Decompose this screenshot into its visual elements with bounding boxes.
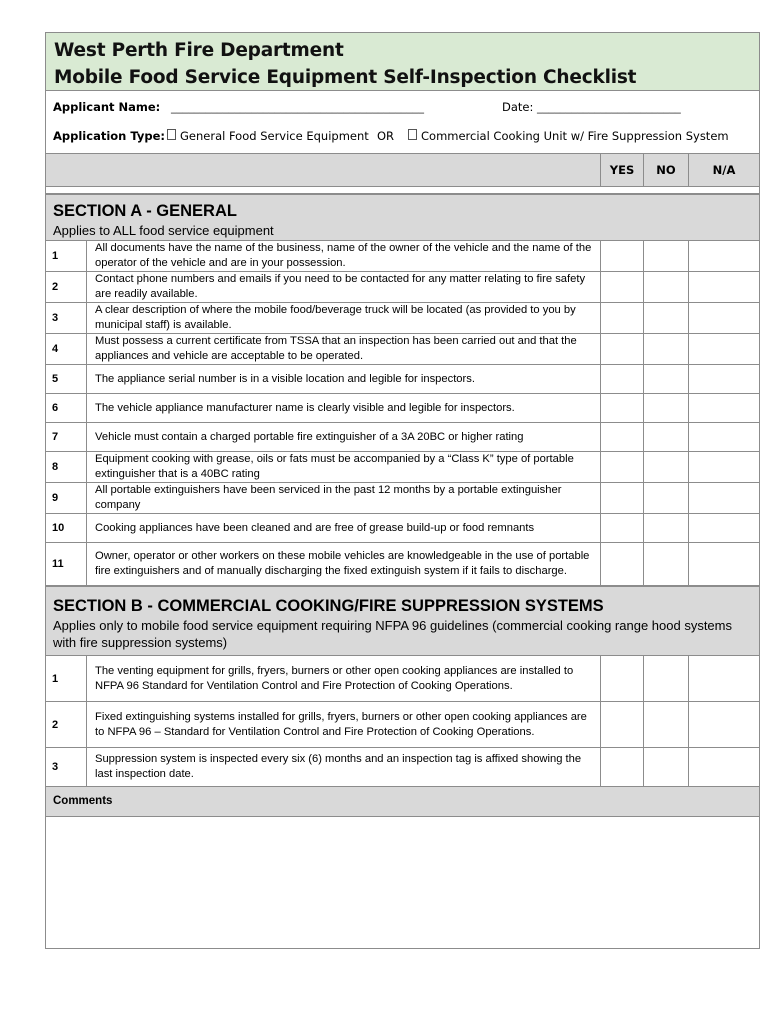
yes-checkbox[interactable]: [600, 394, 643, 422]
na-checkbox[interactable]: [688, 748, 759, 786]
item-text: Contact phone numbers and emails if you need to be contacted for any matter relating to fire safety are readily available.: [95, 273, 586, 300]
na-checkbox[interactable]: [688, 543, 759, 585]
item-number: 11: [46, 543, 87, 585]
checkbox-general[interactable]: [167, 129, 176, 140]
na-checkbox[interactable]: [688, 656, 759, 701]
na-checkbox[interactable]: [688, 452, 759, 482]
no-checkbox[interactable]: [643, 303, 688, 333]
yes-checkbox[interactable]: [600, 272, 643, 302]
no-checkbox[interactable]: [643, 748, 688, 786]
section-b-subtitle: Applies only to mobile food service equipment requiring NFPA 96 guidelines (commercial cooking range hood systems with fire suppression systems): [53, 618, 732, 650]
item-text: The vehicle appliance manufacturer name is clearly visible and legible for inspectors.: [95, 401, 515, 414]
title-line-1: West Perth Fire Department: [54, 40, 344, 61]
na-header: N/A: [688, 154, 759, 186]
table-row: [46, 241, 759, 272]
item-number: 2: [46, 702, 87, 747]
item-number: 1: [46, 656, 87, 701]
item-text: Must possess a current certificate from TSSA that an inspection has been carried out and that the appliances and vehicle are acceptable to be operated.: [95, 335, 577, 362]
table-row: [46, 365, 759, 394]
comments-label: Comments: [53, 795, 113, 807]
item-text: Equipment cooking with grease, oils or fats must be accompanied by a “Class K” type of portable extinguisher that is a 40BC rating: [95, 453, 574, 480]
no-checkbox[interactable]: [643, 423, 688, 451]
no-checkbox[interactable]: [643, 334, 688, 364]
table-row: [46, 656, 759, 702]
table-row: [46, 303, 759, 334]
yes-checkbox[interactable]: [600, 365, 643, 393]
yes-checkbox[interactable]: [600, 702, 643, 747]
yes-checkbox[interactable]: [600, 483, 643, 513]
table-row: [46, 334, 759, 365]
section-a-title: SECTION A - GENERAL: [53, 202, 237, 220]
na-checkbox[interactable]: [688, 241, 759, 271]
yes-checkbox[interactable]: [600, 303, 643, 333]
applicant-name-label: Applicant Name:: [53, 100, 161, 114]
item-text: The venting equipment for grills, fryers, burners or other open cooking appliances are installed to NFPA 96 Standard for Ventilation Control and Fire Protection of Cooking Operations.: [95, 664, 574, 692]
date-field[interactable]: _________________________: [537, 100, 681, 114]
option-commercial-label: Commercial Cooking Unit w/ Fire Suppression System: [421, 129, 729, 143]
table-row: [46, 514, 759, 543]
item-number: 3: [46, 748, 87, 786]
no-checkbox[interactable]: [643, 656, 688, 701]
item-number: 6: [46, 394, 87, 422]
item-text: Cooking appliances have been cleaned and are free of grease build-up or food remnants: [95, 521, 535, 534]
yes-checkbox[interactable]: [600, 241, 643, 271]
item-text: A clear description of where the mobile food/beverage truck will be located (as provided to you by municipal staff) is available.: [95, 304, 576, 331]
option-general-label: General Food Service Equipment: [180, 129, 369, 143]
item-text: Suppression system is inspected every six (6) months and an inspection tag is affixed showing the last inspection date.: [95, 753, 582, 780]
na-checkbox[interactable]: [688, 423, 759, 451]
no-checkbox[interactable]: [643, 365, 688, 393]
no-checkbox[interactable]: [643, 483, 688, 513]
date-label: Date:: [502, 100, 534, 114]
section-b-title: SECTION B - COMMERCIAL COOKING/FIRE SUPPRESSION SYSTEMS: [53, 597, 604, 615]
item-number: 9: [46, 483, 87, 513]
yes-checkbox[interactable]: [600, 656, 643, 701]
na-checkbox[interactable]: [688, 272, 759, 302]
table-row: [46, 452, 759, 483]
item-text: Vehicle must contain a charged portable fire extinguisher of a 3A 20BC or higher rating: [95, 430, 524, 443]
comments-header: [46, 787, 759, 817]
item-number: 4: [46, 334, 87, 364]
yes-checkbox[interactable]: [600, 334, 643, 364]
table-row: [46, 748, 759, 787]
yes-checkbox[interactable]: [600, 452, 643, 482]
na-checkbox[interactable]: [688, 394, 759, 422]
yes-checkbox[interactable]: [600, 543, 643, 585]
or-label: OR: [377, 129, 395, 143]
title-line-2: Mobile Food Service Equipment Self-Inspection Checklist: [54, 67, 637, 88]
yes-checkbox[interactable]: [600, 514, 643, 542]
item-number: 7: [46, 423, 87, 451]
na-checkbox[interactable]: [688, 483, 759, 513]
title-block: [46, 33, 759, 91]
item-text: All documents have the name of the business, name of the owner of the vehicle and the name of the operator of the vehicle and are in your possession.: [95, 242, 592, 269]
table-row: [46, 423, 759, 452]
section-b-header: [46, 586, 759, 656]
applicant-name-field[interactable]: ____________________________________________: [171, 100, 424, 114]
no-checkbox[interactable]: [643, 241, 688, 271]
column-header-band: [46, 153, 759, 187]
no-checkbox[interactable]: [643, 272, 688, 302]
na-checkbox[interactable]: [688, 303, 759, 333]
no-checkbox[interactable]: [643, 514, 688, 542]
checkbox-commercial[interactable]: [408, 129, 417, 140]
table-row: [46, 394, 759, 423]
application-type-label: Application Type:: [53, 129, 165, 143]
item-number: 10: [46, 514, 87, 542]
item-text: The appliance serial number is in a visible location and legible for inspectors.: [95, 372, 475, 385]
table-row: [46, 483, 759, 514]
item-number: 8: [46, 452, 87, 482]
section-a-header: [46, 194, 759, 241]
no-checkbox[interactable]: [643, 543, 688, 585]
no-header: NO: [643, 154, 688, 186]
na-checkbox[interactable]: [688, 514, 759, 542]
item-text: Owner, operator or other workers on these mobile vehicles are knowledgeable in the use of portable fire extinguishers and of manually discharging the fixed extinguish system if it fails to discharge.: [95, 550, 590, 577]
item-number: 2: [46, 272, 87, 302]
item-text: All portable extinguishers have been serviced in the past 12 months by a portable extinguisher company: [95, 484, 562, 511]
table-row: [46, 272, 759, 303]
comments-area[interactable]: [46, 817, 759, 948]
section-a-subtitle: Applies to ALL food service equipment: [53, 223, 274, 238]
yes-header: YES: [600, 154, 643, 186]
yes-checkbox[interactable]: [600, 423, 643, 451]
yes-checkbox[interactable]: [600, 748, 643, 786]
na-checkbox[interactable]: [688, 702, 759, 747]
na-checkbox[interactable]: [688, 334, 759, 364]
inspection-form: [45, 32, 760, 949]
na-checkbox[interactable]: [688, 365, 759, 393]
item-number: 1: [46, 241, 87, 271]
spacer-row: [46, 187, 759, 194]
no-checkbox[interactable]: [643, 394, 688, 422]
no-checkbox[interactable]: [643, 702, 688, 747]
item-text: Fixed extinguishing systems installed for grills, fryers, burners or other open cooking appliances are to NFPA 96 – Standard for Ventilation Control and Fire Protection of Cooking Operations.: [95, 710, 587, 738]
table-row: [46, 543, 759, 586]
item-number: 3: [46, 303, 87, 333]
no-checkbox[interactable]: [643, 452, 688, 482]
item-number: 5: [46, 365, 87, 393]
table-row: [46, 702, 759, 748]
